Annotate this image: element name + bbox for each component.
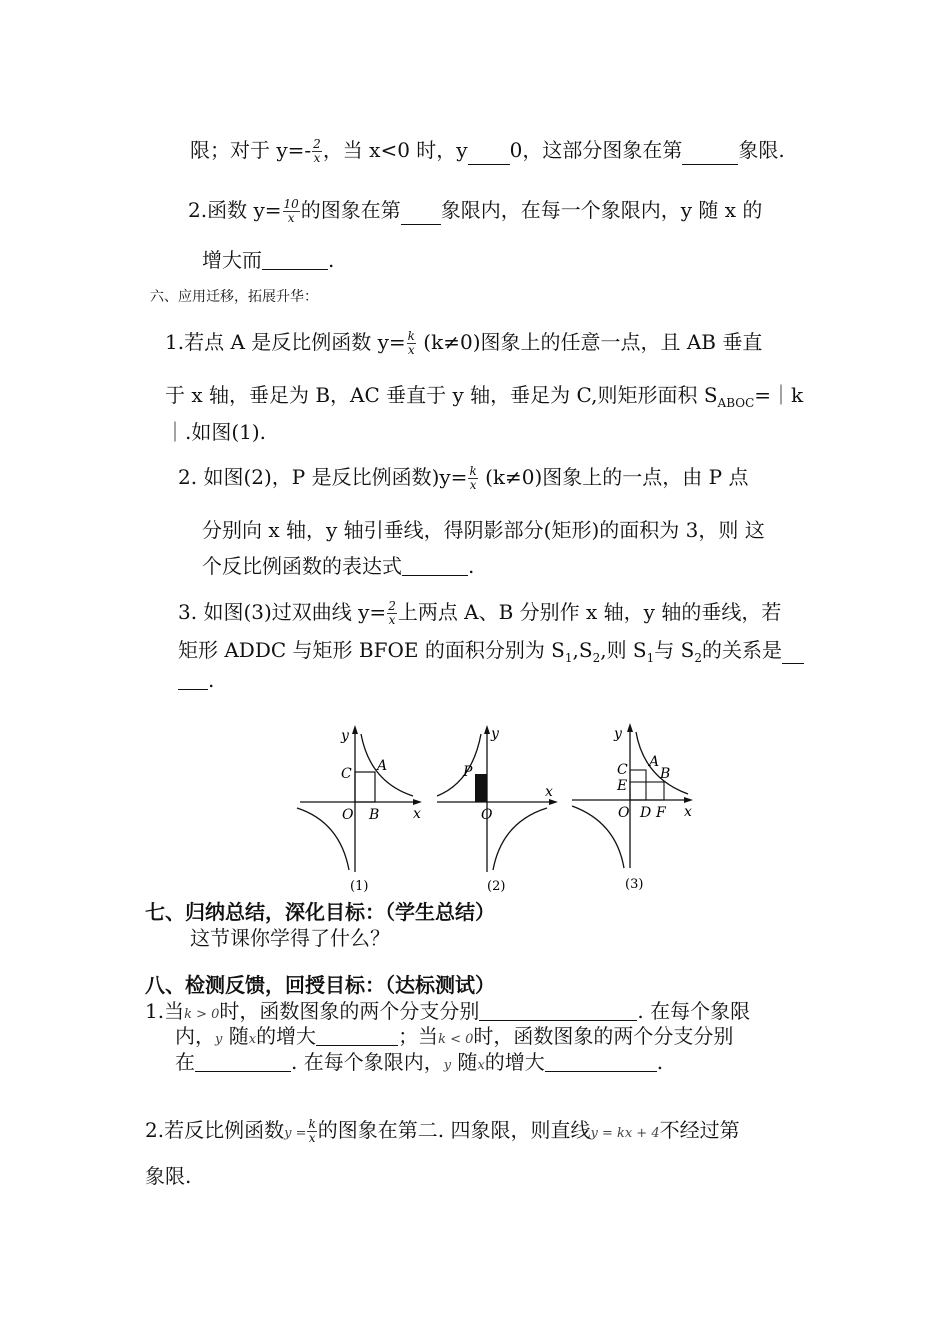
s5-line1: [190, 138, 785, 165]
y-arrow-icon: [627, 723, 633, 732]
answer-blank[interactable]: [262, 251, 328, 270]
answer-blank[interactable]: [316, 1027, 398, 1046]
label-y: y: [614, 726, 622, 742]
s8-text: . 在每个象限: [637, 999, 751, 1023]
s8-q1-line3: [175, 1052, 663, 1072]
frac-numerator: 2: [388, 599, 396, 613]
s5-q2-line2-end: .: [328, 248, 335, 272]
label-x: x: [413, 806, 421, 822]
s5-question2: [188, 198, 762, 225]
s6-item2-line3: [202, 556, 474, 576]
label-o: O: [342, 807, 354, 823]
label-e: E: [617, 778, 628, 794]
frac-denominator: x: [388, 613, 396, 627]
answer-blank[interactable]: [479, 1002, 637, 1021]
section6-title: 六、应用迁移，拓展升华：: [150, 289, 318, 305]
label-c: C: [617, 762, 628, 778]
rectangle-s1: [630, 770, 646, 800]
s5-line1-end: 象限.: [738, 138, 785, 162]
x-arrow-icon: [413, 799, 422, 805]
s5-line1-mid: ，当 x<0 时，y: [322, 138, 468, 162]
s8-q1-line2: [175, 1026, 733, 1046]
s6-item1-pre: 1.若点 A 是反比例函数 y=: [165, 330, 406, 354]
s8-text: 随: [222, 1024, 249, 1048]
rectangle-s2: [630, 782, 664, 800]
math-y: y: [215, 1032, 223, 1047]
y-arrow-icon: [352, 725, 358, 734]
caption: (1): [350, 879, 369, 892]
label-o: O: [618, 805, 630, 821]
frac-denominator: x: [287, 211, 295, 225]
frac-denominator: x: [313, 151, 321, 165]
s8-text: 随: [451, 1050, 478, 1074]
s5-line1-fraction: [312, 138, 322, 165]
label-c: C: [341, 766, 352, 782]
answer-blank[interactable]: [195, 1053, 291, 1072]
s8-text: 时，函数图象的两个分支分别: [219, 999, 480, 1023]
label-o: O: [481, 807, 493, 823]
s6-item3-text: ,S: [572, 638, 593, 662]
s5-q2-end: 象限内，在每一个象限内，y 随 x 的: [440, 198, 763, 222]
s8-text: . 在每个象限内，: [291, 1050, 444, 1074]
subscript: 1: [646, 651, 655, 665]
math-y: y: [443, 1058, 452, 1073]
s6-item3-pre: 3. 如图(3)过双曲线 y=: [178, 600, 387, 624]
s5-question2-line2: [202, 250, 334, 270]
s5-q2-mid: 的图象在第: [300, 198, 401, 222]
frac-numerator: 10: [283, 197, 299, 211]
s6-item3-text: 矩形 ADDC 与矩形 BFOE 的面积分别为 S: [178, 638, 565, 662]
area-subscript: ABOC: [717, 396, 755, 410]
label-b: B: [369, 807, 380, 823]
s8-text: 时，函数图象的两个分支分别: [473, 1024, 734, 1048]
s6-item2-pre: 2. 如图(2)，P 是反比例函数)y=: [178, 465, 468, 489]
s8-text: ；当: [398, 1024, 439, 1048]
s8-text: 不经过第: [659, 1118, 740, 1142]
s6-item1-fraction: [407, 330, 416, 357]
s6-item3-fraction: [387, 600, 397, 627]
s6-item1-line2-pre: 于 x 轴，垂足为 B，AC 垂直于 y 轴，垂足为 C,则矩形面积 S: [165, 383, 718, 407]
s6-item1: [165, 330, 762, 357]
s8-q1-line1: [145, 1001, 750, 1021]
math-k-negative: k < 0: [438, 1032, 474, 1047]
subscript: 2: [694, 651, 702, 665]
hyperbola-branch-q3: [572, 806, 624, 868]
s5-line1-pre: 限；对于 y=-: [190, 138, 312, 162]
s8-q2-line1: [145, 1118, 740, 1145]
y-arrow-icon: [484, 725, 490, 734]
s8-text: 的图象在第二. 四象限，则直线: [317, 1118, 591, 1142]
s5-q2-pre: 2.函数 y=: [188, 198, 282, 222]
s6-item3-line2: [178, 640, 804, 664]
figure-3: [570, 718, 700, 892]
frac-denominator: x: [469, 478, 477, 492]
hyperbola-branch-q2: [437, 734, 481, 796]
section7-line: 这节课你学得了什么？: [190, 926, 390, 950]
s6-item2: [178, 465, 748, 492]
s8-q2-fraction: [307, 1118, 316, 1145]
shaded-rectangle: [475, 774, 487, 802]
answer-blank[interactable]: [178, 671, 208, 690]
s6-item3-end: 上两点 A、B 分别作 x 轴，y 轴的垂线，若: [397, 600, 782, 624]
hyperbola-branch-q1: [636, 732, 688, 794]
figure-1: [295, 722, 435, 892]
answer-blank[interactable]: [545, 1053, 657, 1072]
s5-q2-line2-pre: 增大而: [202, 248, 262, 272]
label-a: A: [377, 758, 388, 774]
frac-numerator: k: [308, 1117, 316, 1131]
rectangle-aboc: [355, 772, 375, 802]
answer-blank[interactable]: [468, 146, 510, 165]
frac-numerator: 2: [313, 137, 321, 151]
s6-item2-line3-end: .: [468, 554, 475, 578]
figure-2: [435, 722, 565, 892]
s6-item2-line2: 分别向 x 轴，y 轴引垂线，得阴影部分(矩形)的面积为 3，则 这: [202, 518, 765, 542]
math-line-equation: y = kx + 4: [590, 1126, 660, 1141]
frac-numerator: k: [469, 464, 477, 478]
s5-q2-fraction: [283, 198, 300, 225]
answer-blank[interactable]: [401, 206, 441, 225]
math-k-positive: k > 0: [184, 1007, 220, 1022]
subscript: 1: [564, 651, 573, 665]
math-y-equals: y =: [284, 1126, 307, 1141]
caption: (2): [487, 879, 506, 892]
subscript: 2: [592, 651, 601, 665]
s8-text: 的增大: [256, 1024, 317, 1048]
math-x: x: [477, 1058, 485, 1073]
frac-numerator: k: [407, 329, 415, 343]
s6-item2-line3-pre: 个反比例函数的表达式: [202, 554, 402, 578]
label-b: B: [660, 766, 671, 782]
s6-item3: [178, 600, 781, 627]
s6-item1-line2: [165, 385, 803, 409]
s6-item3-text: ,则 S: [600, 638, 647, 662]
s8-q2-line2: 象限.: [145, 1164, 192, 1188]
section8-title: 八、检测反馈，回授目标：（达标测试）: [145, 973, 495, 997]
frac-denominator: x: [407, 343, 415, 357]
label-x: x: [545, 784, 553, 800]
x-arrow-icon: [684, 797, 693, 803]
s6-item3-text: 与 S: [654, 638, 695, 662]
label-x: x: [684, 804, 692, 820]
label-p: P: [463, 764, 473, 780]
s6-item3-line3: [178, 670, 214, 690]
answer-blank[interactable]: [402, 557, 468, 576]
caption: (3): [625, 877, 644, 892]
label-y: y: [491, 726, 499, 742]
s8-text: 内，: [175, 1024, 215, 1048]
hyperbola-branch-q4: [493, 808, 547, 870]
frac-denominator: x: [308, 1131, 316, 1145]
answer-blank[interactable]: [782, 645, 804, 664]
s6-item1-end: (k≠0)图象上的任意一点，且 AB 垂直: [416, 330, 763, 354]
math-x: x: [248, 1032, 257, 1047]
s8-text: 在: [175, 1050, 195, 1074]
s8-text: 1.当: [145, 999, 185, 1023]
s6-item1-line3: ｜.如图(1).: [165, 420, 267, 444]
s8-text: .: [656, 1050, 664, 1074]
s6-item1-line2-end: =｜k: [754, 383, 804, 407]
section7-title: 七、归纳总结，深化目标：（学生总结）: [145, 900, 495, 924]
label-a: A: [649, 754, 660, 770]
s6-item2-fraction: [468, 465, 477, 492]
label-y: y: [341, 728, 349, 744]
s8-text: 的增大: [484, 1050, 545, 1074]
answer-blank[interactable]: [682, 146, 738, 165]
s6-item3-text: 的关系是: [701, 638, 782, 662]
label-d: D: [640, 805, 652, 821]
s6-item3-line3-end: .: [208, 668, 215, 692]
s8-text: 2.若反比例函数: [145, 1118, 285, 1142]
label-f: F: [656, 805, 666, 821]
s6-item2-end: (k≠0)图象上的一点，由 P 点: [478, 465, 749, 489]
s5-line1-mid2: 0，这部分图象在第: [509, 138, 683, 162]
